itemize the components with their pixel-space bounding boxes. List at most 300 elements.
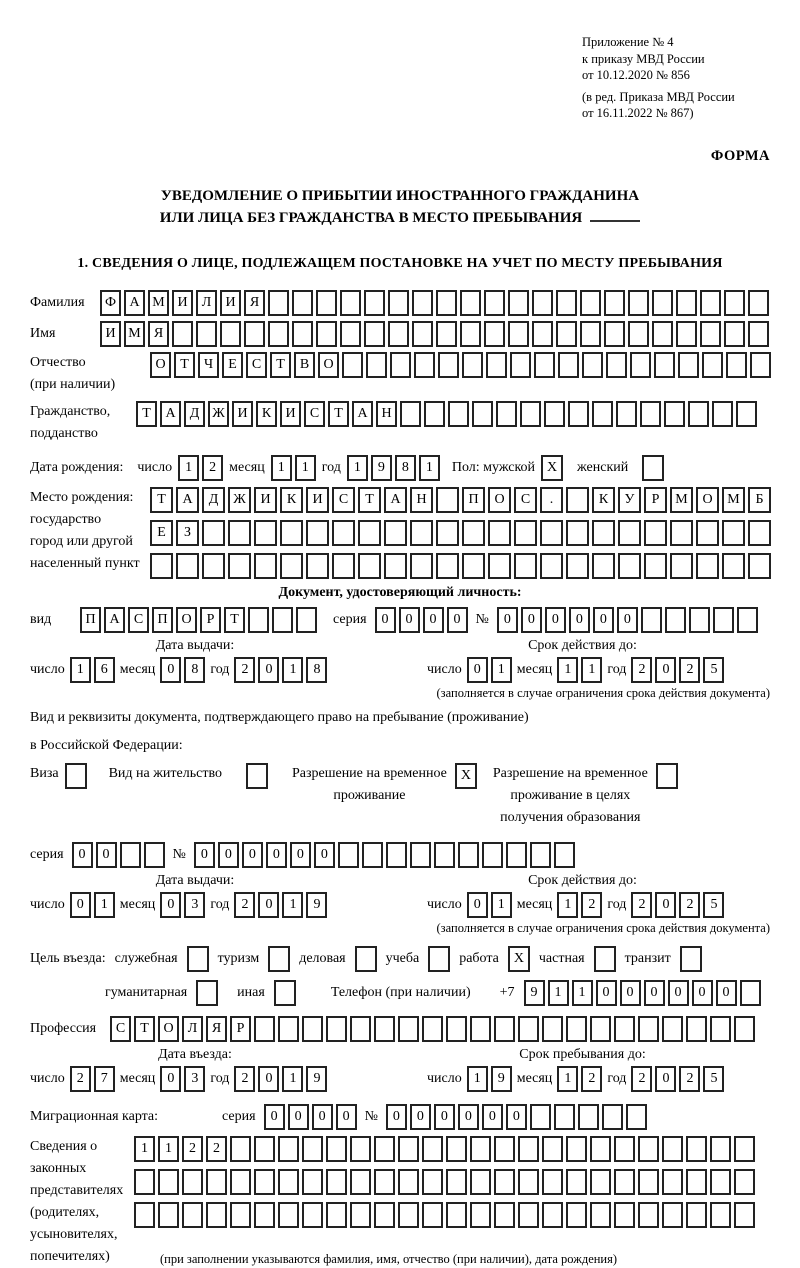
char-cell[interactable] <box>700 290 721 316</box>
char-cell[interactable] <box>358 553 381 579</box>
char-cell[interactable] <box>302 1016 323 1042</box>
char-cell[interactable]: М <box>148 290 169 316</box>
char-cell[interactable] <box>534 352 555 378</box>
char-cell[interactable] <box>462 352 483 378</box>
char-cell[interactable] <box>254 1202 275 1228</box>
char-cell[interactable]: П <box>80 607 101 633</box>
char-cell[interactable] <box>566 1169 587 1195</box>
char-cell[interactable] <box>182 1169 203 1195</box>
sex-male-checkbox[interactable]: X <box>541 455 563 481</box>
char-cell[interactable]: 1 <box>282 892 303 918</box>
char-cell[interactable]: 0 <box>70 892 91 918</box>
char-cell[interactable]: 5 <box>703 1066 724 1092</box>
char-cell[interactable] <box>470 1136 491 1162</box>
char-cell[interactable]: З <box>176 520 199 546</box>
char-cell[interactable] <box>662 1016 683 1042</box>
char-cell[interactable]: 0 <box>655 657 676 683</box>
char-cell[interactable]: Т <box>328 401 349 427</box>
char-cell[interactable]: 2 <box>182 1136 203 1162</box>
char-cell[interactable] <box>458 842 479 868</box>
char-cell[interactable]: М <box>670 487 693 513</box>
char-cell[interactable] <box>350 1016 371 1042</box>
education-permit-checkbox[interactable] <box>656 763 678 789</box>
char-cell[interactable]: 0 <box>258 1066 279 1092</box>
char-cell[interactable] <box>482 842 503 868</box>
char-cell[interactable] <box>332 520 355 546</box>
char-cell[interactable] <box>494 1016 515 1042</box>
char-cell[interactable] <box>182 1202 203 1228</box>
char-cell[interactable] <box>734 1202 755 1228</box>
char-cell[interactable] <box>228 520 251 546</box>
char-cell[interactable]: С <box>332 487 355 513</box>
char-cell[interactable]: 0 <box>290 842 311 868</box>
char-cell[interactable] <box>384 520 407 546</box>
char-cell[interactable] <box>518 1202 539 1228</box>
char-cell[interactable]: 0 <box>399 607 420 633</box>
char-cell[interactable]: 0 <box>242 842 263 868</box>
char-cell[interactable]: 9 <box>491 1066 512 1092</box>
char-cell[interactable]: Д <box>202 487 225 513</box>
char-cell[interactable] <box>590 1202 611 1228</box>
char-cell[interactable] <box>638 1169 659 1195</box>
char-cell[interactable] <box>254 520 277 546</box>
char-cell[interactable]: 0 <box>620 980 641 1006</box>
char-cell[interactable]: И <box>254 487 277 513</box>
char-cell[interactable] <box>582 352 603 378</box>
char-cell[interactable] <box>544 401 565 427</box>
char-cell[interactable] <box>494 1202 515 1228</box>
char-cell[interactable] <box>350 1136 371 1162</box>
char-cell[interactable]: 0 <box>545 607 566 633</box>
char-cell[interactable]: С <box>514 487 537 513</box>
char-cell[interactable]: 0 <box>258 892 279 918</box>
char-cell[interactable]: О <box>318 352 339 378</box>
char-cell[interactable]: 1 <box>581 657 602 683</box>
purpose-study-checkbox[interactable] <box>428 946 450 972</box>
char-cell[interactable]: М <box>722 487 745 513</box>
char-cell[interactable] <box>446 1169 467 1195</box>
char-cell[interactable] <box>750 352 771 378</box>
char-cell[interactable] <box>737 607 758 633</box>
char-cell[interactable]: 2 <box>581 1066 602 1092</box>
char-cell[interactable]: Ж <box>228 487 251 513</box>
char-cell[interactable] <box>652 321 673 347</box>
char-cell[interactable]: 1 <box>572 980 593 1006</box>
char-cell[interactable] <box>508 290 529 316</box>
char-cell[interactable] <box>676 290 697 316</box>
char-cell[interactable] <box>566 520 589 546</box>
char-cell[interactable]: 0 <box>692 980 713 1006</box>
char-cell[interactable] <box>566 1016 587 1042</box>
char-cell[interactable] <box>676 321 697 347</box>
char-cell[interactable] <box>628 290 649 316</box>
char-cell[interactable] <box>542 1136 563 1162</box>
char-cell[interactable] <box>272 607 293 633</box>
char-cell[interactable] <box>364 321 385 347</box>
purpose-private-checkbox[interactable] <box>594 946 616 972</box>
char-cell[interactable] <box>386 842 407 868</box>
char-cell[interactable] <box>510 352 531 378</box>
char-cell[interactable]: 2 <box>234 657 255 683</box>
char-cell[interactable]: Т <box>174 352 195 378</box>
char-cell[interactable]: 0 <box>569 607 590 633</box>
char-cell[interactable]: 1 <box>295 455 316 481</box>
char-cell[interactable]: О <box>488 487 511 513</box>
char-cell[interactable]: 0 <box>336 1104 357 1130</box>
char-cell[interactable]: О <box>158 1016 179 1042</box>
char-cell[interactable] <box>736 401 757 427</box>
char-cell[interactable] <box>206 1202 227 1228</box>
char-cell[interactable] <box>350 1169 371 1195</box>
char-cell[interactable] <box>688 401 709 427</box>
char-cell[interactable] <box>506 842 527 868</box>
char-cell[interactable] <box>388 321 409 347</box>
char-cell[interactable] <box>654 352 675 378</box>
sex-female-checkbox[interactable] <box>642 455 664 481</box>
char-cell[interactable] <box>712 401 733 427</box>
char-cell[interactable]: 0 <box>467 892 488 918</box>
char-cell[interactable] <box>662 1136 683 1162</box>
char-cell[interactable] <box>326 1016 347 1042</box>
char-cell[interactable] <box>280 553 303 579</box>
char-cell[interactable] <box>514 553 537 579</box>
char-cell[interactable] <box>484 321 505 347</box>
char-cell[interactable] <box>278 1202 299 1228</box>
char-cell[interactable]: 0 <box>72 842 93 868</box>
char-cell[interactable] <box>494 1169 515 1195</box>
char-cell[interactable]: 8 <box>306 657 327 683</box>
char-cell[interactable] <box>268 290 289 316</box>
char-cell[interactable] <box>398 1202 419 1228</box>
char-cell[interactable] <box>558 352 579 378</box>
char-cell[interactable]: 1 <box>467 1066 488 1092</box>
char-cell[interactable]: Р <box>644 487 667 513</box>
char-cell[interactable] <box>412 290 433 316</box>
char-cell[interactable] <box>436 321 457 347</box>
char-cell[interactable] <box>292 290 313 316</box>
char-cell[interactable]: 1 <box>491 657 512 683</box>
char-cell[interactable] <box>734 1169 755 1195</box>
char-cell[interactable] <box>748 321 769 347</box>
char-cell[interactable]: И <box>172 290 193 316</box>
char-cell[interactable]: 9 <box>524 980 545 1006</box>
char-cell[interactable]: 0 <box>447 607 468 633</box>
char-cell[interactable] <box>540 553 563 579</box>
char-cell[interactable]: 0 <box>160 657 181 683</box>
char-cell[interactable] <box>144 842 165 868</box>
char-cell[interactable]: 0 <box>258 657 279 683</box>
char-cell[interactable] <box>488 553 511 579</box>
char-cell[interactable]: 2 <box>581 892 602 918</box>
char-cell[interactable] <box>696 553 719 579</box>
char-cell[interactable] <box>590 1169 611 1195</box>
char-cell[interactable] <box>436 553 459 579</box>
char-cell[interactable]: 0 <box>644 980 665 1006</box>
char-cell[interactable] <box>278 1169 299 1195</box>
char-cell[interactable] <box>306 553 329 579</box>
purpose-other-checkbox[interactable] <box>274 980 296 1006</box>
char-cell[interactable] <box>254 553 277 579</box>
char-cell[interactable] <box>302 1169 323 1195</box>
char-cell[interactable]: 0 <box>668 980 689 1006</box>
char-cell[interactable]: О <box>176 607 197 633</box>
char-cell[interactable] <box>374 1169 395 1195</box>
char-cell[interactable] <box>206 1169 227 1195</box>
char-cell[interactable] <box>462 553 485 579</box>
char-cell[interactable] <box>410 520 433 546</box>
char-cell[interactable] <box>414 352 435 378</box>
char-cell[interactable] <box>514 520 537 546</box>
char-cell[interactable] <box>384 553 407 579</box>
char-cell[interactable] <box>388 290 409 316</box>
char-cell[interactable] <box>638 1202 659 1228</box>
char-cell[interactable] <box>686 1136 707 1162</box>
char-cell[interactable] <box>678 352 699 378</box>
char-cell[interactable]: А <box>176 487 199 513</box>
char-cell[interactable] <box>470 1202 491 1228</box>
char-cell[interactable]: 0 <box>410 1104 431 1130</box>
char-cell[interactable] <box>302 1136 323 1162</box>
char-cell[interactable] <box>556 290 577 316</box>
char-cell[interactable] <box>228 553 251 579</box>
char-cell[interactable] <box>410 553 433 579</box>
char-cell[interactable] <box>176 553 199 579</box>
char-cell[interactable] <box>554 842 575 868</box>
char-cell[interactable]: 0 <box>467 657 488 683</box>
char-cell[interactable]: Т <box>358 487 381 513</box>
char-cell[interactable]: Р <box>200 607 221 633</box>
char-cell[interactable]: 5 <box>703 892 724 918</box>
char-cell[interactable] <box>292 321 313 347</box>
char-cell[interactable] <box>398 1016 419 1042</box>
char-cell[interactable]: Я <box>244 290 265 316</box>
char-cell[interactable] <box>554 1104 575 1130</box>
char-cell[interactable] <box>220 321 241 347</box>
char-cell[interactable] <box>518 1169 539 1195</box>
char-cell[interactable] <box>338 842 359 868</box>
char-cell[interactable] <box>734 1016 755 1042</box>
char-cell[interactable] <box>410 842 431 868</box>
char-cell[interactable]: К <box>592 487 615 513</box>
char-cell[interactable]: 0 <box>194 842 215 868</box>
char-cell[interactable]: 0 <box>434 1104 455 1130</box>
char-cell[interactable]: 1 <box>557 657 578 683</box>
char-cell[interactable] <box>604 290 625 316</box>
char-cell[interactable] <box>710 1169 731 1195</box>
char-cell[interactable] <box>542 1016 563 1042</box>
char-cell[interactable] <box>614 1169 635 1195</box>
char-cell[interactable] <box>340 290 361 316</box>
char-cell[interactable] <box>436 290 457 316</box>
char-cell[interactable] <box>592 553 615 579</box>
char-cell[interactable] <box>230 1202 251 1228</box>
char-cell[interactable] <box>530 842 551 868</box>
char-cell[interactable] <box>638 1136 659 1162</box>
char-cell[interactable]: К <box>280 487 303 513</box>
char-cell[interactable]: 0 <box>423 607 444 633</box>
char-cell[interactable] <box>724 290 745 316</box>
char-cell[interactable] <box>578 1104 599 1130</box>
char-cell[interactable] <box>614 1202 635 1228</box>
char-cell[interactable] <box>662 1202 683 1228</box>
char-cell[interactable]: 2 <box>631 657 652 683</box>
char-cell[interactable]: П <box>462 487 485 513</box>
char-cell[interactable] <box>268 321 289 347</box>
char-cell[interactable] <box>150 553 173 579</box>
char-cell[interactable] <box>202 520 225 546</box>
char-cell[interactable] <box>398 1169 419 1195</box>
char-cell[interactable] <box>496 401 517 427</box>
char-cell[interactable]: 5 <box>703 657 724 683</box>
char-cell[interactable]: И <box>306 487 329 513</box>
char-cell[interactable] <box>590 1136 611 1162</box>
char-cell[interactable]: 0 <box>521 607 542 633</box>
purpose-transit-checkbox[interactable] <box>680 946 702 972</box>
char-cell[interactable] <box>316 290 337 316</box>
char-cell[interactable] <box>590 1016 611 1042</box>
char-cell[interactable]: Б <box>748 487 771 513</box>
char-cell[interactable] <box>172 321 193 347</box>
char-cell[interactable] <box>641 607 662 633</box>
char-cell[interactable]: А <box>352 401 373 427</box>
char-cell[interactable]: 0 <box>264 1104 285 1130</box>
char-cell[interactable] <box>532 321 553 347</box>
char-cell[interactable] <box>689 607 710 633</box>
char-cell[interactable]: 0 <box>482 1104 503 1130</box>
char-cell[interactable] <box>696 520 719 546</box>
char-cell[interactable] <box>614 1136 635 1162</box>
char-cell[interactable] <box>726 352 747 378</box>
char-cell[interactable] <box>670 520 693 546</box>
char-cell[interactable]: 0 <box>160 1066 181 1092</box>
char-cell[interactable] <box>542 1169 563 1195</box>
char-cell[interactable]: 8 <box>395 455 416 481</box>
char-cell[interactable] <box>462 520 485 546</box>
char-cell[interactable] <box>686 1202 707 1228</box>
char-cell[interactable]: 0 <box>716 980 737 1006</box>
char-cell[interactable]: А <box>160 401 181 427</box>
char-cell[interactable]: И <box>232 401 253 427</box>
char-cell[interactable] <box>665 607 686 633</box>
char-cell[interactable]: Т <box>270 352 291 378</box>
residence-permit-checkbox[interactable] <box>246 763 268 789</box>
char-cell[interactable] <box>342 352 363 378</box>
char-cell[interactable]: Е <box>150 520 173 546</box>
char-cell[interactable]: А <box>104 607 125 633</box>
char-cell[interactable] <box>722 553 745 579</box>
char-cell[interactable] <box>374 1016 395 1042</box>
char-cell[interactable] <box>710 1136 731 1162</box>
char-cell[interactable] <box>644 553 667 579</box>
char-cell[interactable] <box>340 321 361 347</box>
char-cell[interactable] <box>652 290 673 316</box>
char-cell[interactable] <box>254 1169 275 1195</box>
char-cell[interactable]: 8 <box>184 657 205 683</box>
char-cell[interactable]: 0 <box>497 607 518 633</box>
char-cell[interactable] <box>702 352 723 378</box>
char-cell[interactable]: 0 <box>655 892 676 918</box>
char-cell[interactable]: 2 <box>234 1066 255 1092</box>
char-cell[interactable]: 2 <box>679 657 700 683</box>
char-cell[interactable]: Л <box>196 290 217 316</box>
char-cell[interactable]: 1 <box>282 657 303 683</box>
char-cell[interactable]: 1 <box>347 455 368 481</box>
char-cell[interactable] <box>618 520 641 546</box>
char-cell[interactable] <box>158 1169 179 1195</box>
char-cell[interactable] <box>134 1202 155 1228</box>
char-cell[interactable]: Л <box>182 1016 203 1042</box>
char-cell[interactable] <box>412 321 433 347</box>
char-cell[interactable] <box>566 1202 587 1228</box>
char-cell[interactable] <box>616 401 637 427</box>
char-cell[interactable] <box>316 321 337 347</box>
char-cell[interactable]: 1 <box>557 1066 578 1092</box>
char-cell[interactable] <box>306 520 329 546</box>
char-cell[interactable]: 0 <box>458 1104 479 1130</box>
char-cell[interactable] <box>494 1136 515 1162</box>
char-cell[interactable]: 0 <box>655 1066 676 1092</box>
char-cell[interactable]: 1 <box>491 892 512 918</box>
char-cell[interactable] <box>734 1136 755 1162</box>
purpose-work-checkbox[interactable]: X <box>508 946 530 972</box>
char-cell[interactable]: 2 <box>631 1066 652 1092</box>
char-cell[interactable]: У <box>618 487 641 513</box>
char-cell[interactable]: . <box>540 487 563 513</box>
char-cell[interactable]: 0 <box>596 980 617 1006</box>
char-cell[interactable]: Е <box>222 352 243 378</box>
char-cell[interactable] <box>542 1202 563 1228</box>
char-cell[interactable] <box>366 352 387 378</box>
char-cell[interactable] <box>196 321 217 347</box>
char-cell[interactable]: 0 <box>617 607 638 633</box>
char-cell[interactable] <box>530 1104 551 1130</box>
char-cell[interactable] <box>230 1169 251 1195</box>
char-cell[interactable]: 0 <box>312 1104 333 1130</box>
char-cell[interactable]: Я <box>148 321 169 347</box>
char-cell[interactable]: 0 <box>266 842 287 868</box>
char-cell[interactable]: 2 <box>206 1136 227 1162</box>
char-cell[interactable] <box>436 487 459 513</box>
char-cell[interactable] <box>350 1202 371 1228</box>
char-cell[interactable]: 6 <box>94 657 115 683</box>
char-cell[interactable]: 1 <box>158 1136 179 1162</box>
char-cell[interactable] <box>713 607 734 633</box>
char-cell[interactable] <box>628 321 649 347</box>
char-cell[interactable] <box>438 352 459 378</box>
char-cell[interactable]: 0 <box>288 1104 309 1130</box>
char-cell[interactable] <box>374 1136 395 1162</box>
char-cell[interactable] <box>580 290 601 316</box>
char-cell[interactable] <box>488 520 511 546</box>
char-cell[interactable] <box>278 1136 299 1162</box>
char-cell[interactable]: И <box>280 401 301 427</box>
char-cell[interactable]: 9 <box>306 1066 327 1092</box>
char-cell[interactable] <box>748 290 769 316</box>
char-cell[interactable]: Ф <box>100 290 121 316</box>
purpose-business-checkbox[interactable] <box>187 946 209 972</box>
char-cell[interactable] <box>332 553 355 579</box>
char-cell[interactable] <box>626 1104 647 1130</box>
char-cell[interactable]: Ч <box>198 352 219 378</box>
char-cell[interactable] <box>358 520 381 546</box>
char-cell[interactable]: Я <box>206 1016 227 1042</box>
char-cell[interactable] <box>448 401 469 427</box>
char-cell[interactable] <box>326 1169 347 1195</box>
char-cell[interactable] <box>390 352 411 378</box>
char-cell[interactable] <box>398 1136 419 1162</box>
char-cell[interactable]: 1 <box>70 657 91 683</box>
char-cell[interactable]: 2 <box>234 892 255 918</box>
